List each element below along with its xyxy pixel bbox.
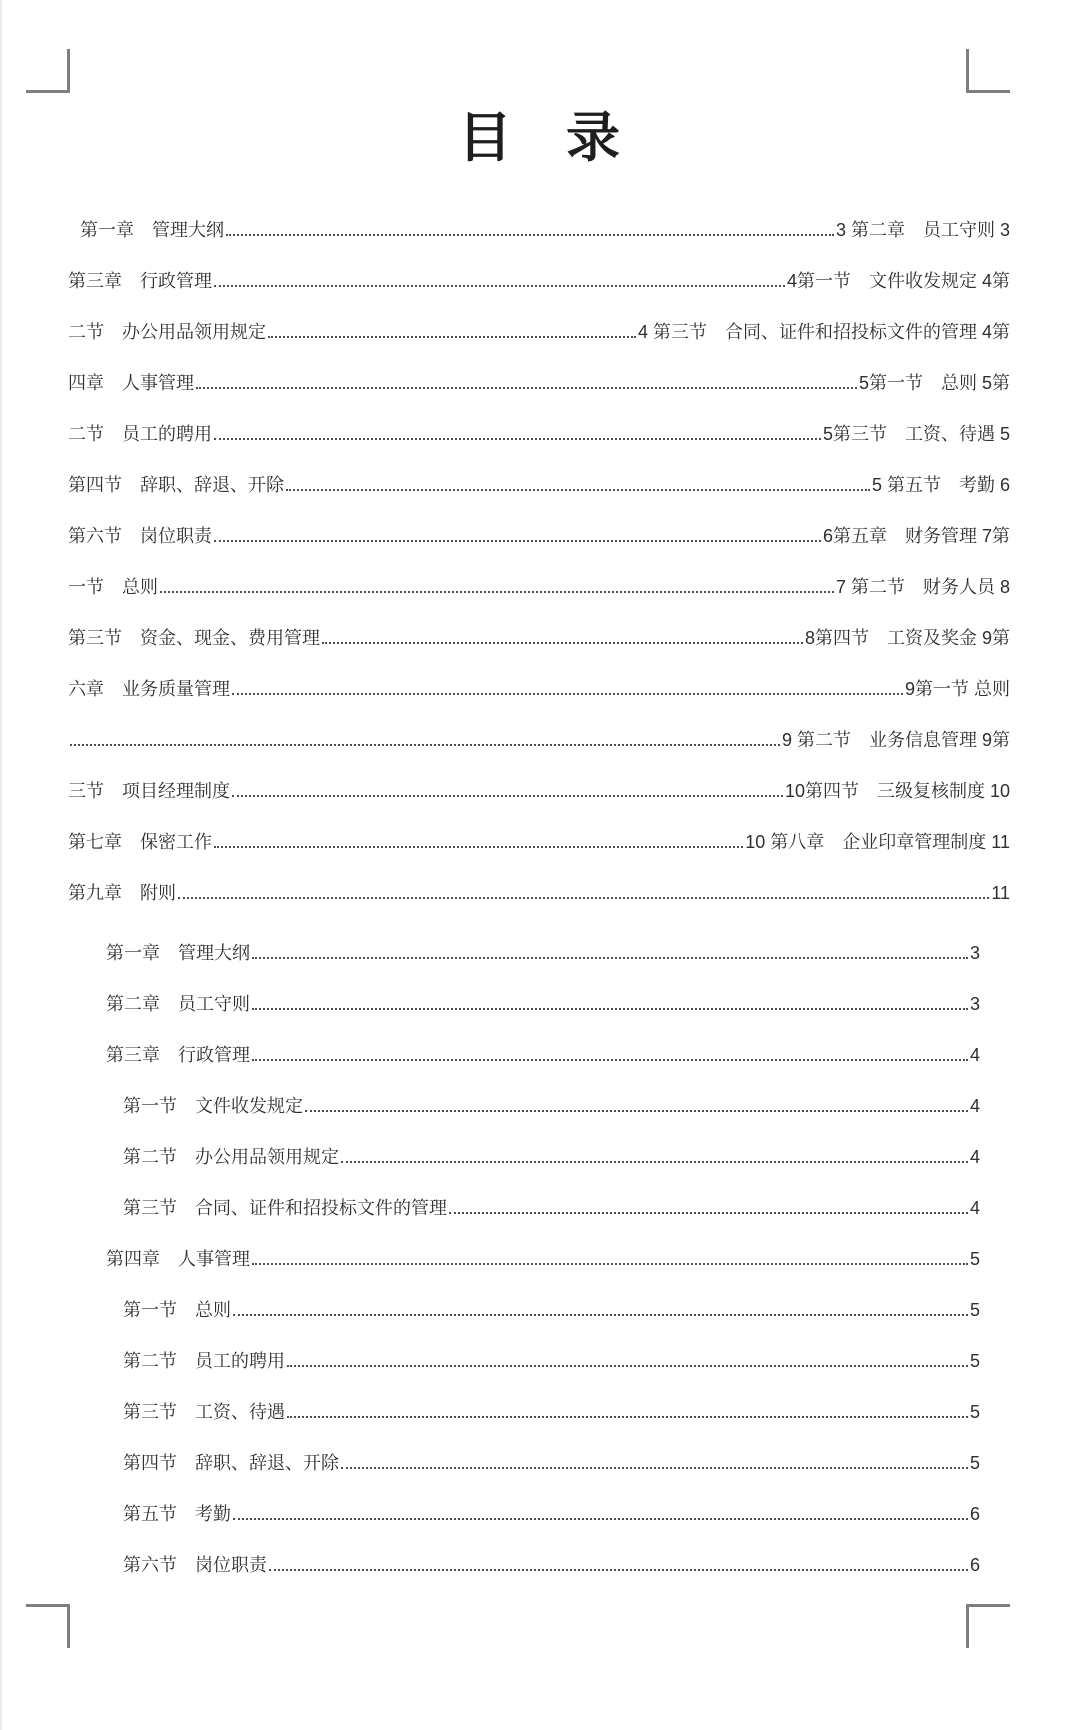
toc-entry-text: 第三章 行政管理 [106, 1045, 250, 1065]
toc-entry-page: 10第四节 三级复核制度 10 [784, 781, 1010, 801]
dot-leader [322, 642, 803, 644]
dot-leader [160, 591, 834, 593]
toc-entry-page: 9 第二节 业务信息管理 9第 [781, 730, 1010, 750]
toc-entry-page: 10 第八章 企业印章管理制度 11 [745, 832, 1010, 852]
toc-entry-text: 第六节 岗位职责 [68, 526, 212, 546]
toc-entry[interactable] [106, 1336, 980, 1387]
toc-entry-page: 9第一节 总则 [904, 679, 1010, 699]
page-title: 目 录 [458, 108, 620, 168]
toc-entry-text: 六章 业务质量管理 [68, 679, 230, 699]
toc-entry[interactable] [68, 358, 1010, 409]
dot-leader [252, 1008, 968, 1010]
toc-entry[interactable] [106, 1387, 980, 1438]
toc-entry-text: 一节 总则 [68, 577, 158, 597]
dot-leader [178, 897, 989, 899]
toc-entry[interactable] [68, 664, 1010, 715]
toc-entry-text: 第三节 资金、现金、费用管理 [68, 628, 320, 648]
toc-entry-text: 第三章 行政管理 [68, 271, 212, 291]
toc-entry-text: 四章 人事管理 [68, 373, 194, 393]
toc-entry-text: 第二节 办公用品领用规定 [123, 1147, 339, 1167]
toc-entry-page: 5 [969, 1249, 980, 1269]
dot-leader [341, 1161, 968, 1163]
toc-entry-page: 6 [969, 1555, 980, 1575]
dot-leader [196, 387, 857, 389]
toc-entry-text: 第七章 保密工作 [68, 832, 212, 852]
toc-overflow-block [68, 205, 1010, 919]
toc-entry-page: 4 [969, 1096, 980, 1116]
toc-entry-text: 二节 办公用品领用规定 [68, 322, 266, 342]
toc-entry-page: 4 [969, 1045, 980, 1065]
crop-mark-bottom-left-icon [26, 1604, 70, 1648]
toc-entry-text: 第三节 工资、待遇 [123, 1402, 285, 1422]
crop-mark-top-left-icon [26, 49, 70, 93]
toc-entry[interactable] [68, 460, 1010, 511]
toc-entry-page: 5 [969, 1351, 980, 1371]
toc-entry[interactable] [68, 409, 1010, 460]
toc-list-block [106, 928, 980, 1591]
dot-leader [449, 1212, 968, 1214]
toc-entry-text: 第四节 辞职、辞退、开除 [123, 1453, 339, 1473]
toc-entry-text: 第一章 管理大纲 [106, 943, 250, 963]
toc-entry[interactable] [106, 1081, 980, 1132]
toc-entry[interactable] [106, 1489, 980, 1540]
toc-entry[interactable] [106, 979, 980, 1030]
toc-entry-page: 5第三节 工资、待遇 5 [822, 424, 1010, 444]
dot-leader [252, 1263, 968, 1265]
toc-entry-text: 第一节 总则 [123, 1300, 231, 1320]
toc-entry[interactable] [106, 1132, 980, 1183]
dot-leader [268, 336, 636, 338]
toc-entry[interactable] [106, 1234, 980, 1285]
toc-entry[interactable] [106, 1438, 980, 1489]
toc-entry-text: 第一节 文件收发规定 [123, 1096, 303, 1116]
dot-leader [233, 1314, 968, 1316]
toc-entry-page: 5 [969, 1453, 980, 1473]
toc-entry-page: 4 [969, 1198, 980, 1218]
toc-entry[interactable] [68, 511, 1010, 562]
toc-entry-text: 第二章 员工守则 [106, 994, 250, 1014]
dot-leader [286, 489, 870, 491]
toc-entry-text: 第四节 辞职、辞退、开除 [68, 475, 284, 495]
toc-entry[interactable] [106, 1540, 980, 1591]
toc-entry-page: 3 [969, 994, 980, 1014]
toc-entry-page: 6第五章 财务管理 7第 [822, 526, 1010, 546]
toc-entry-page: 5 [969, 1402, 980, 1422]
toc-entry-page: 5 第五节 考勤 6 [871, 475, 1010, 495]
toc-entry-page: 3 [969, 943, 980, 963]
toc-entry[interactable] [68, 817, 1010, 868]
toc-entry[interactable] [68, 613, 1010, 664]
dot-leader [226, 234, 834, 236]
toc-entry-text: 三节 项目经理制度 [68, 781, 230, 801]
dot-leader [287, 1416, 968, 1418]
toc-entry-page: 11 [991, 883, 1010, 903]
dot-leader [252, 1059, 968, 1061]
toc-entry-page: 8第四节 工资及奖金 9第 [804, 628, 1010, 648]
dot-leader [214, 846, 743, 848]
dot-leader [287, 1365, 968, 1367]
toc-entry-page: 5 [969, 1300, 980, 1320]
dot-leader [214, 285, 785, 287]
toc-entry[interactable] [106, 928, 980, 979]
toc-entry-text: 二节 员工的聘用 [68, 424, 212, 444]
dot-leader [232, 795, 783, 797]
toc-entry[interactable] [68, 205, 1010, 256]
toc-entry-text: 第三节 合同、证件和招投标文件的管理 [123, 1198, 447, 1218]
toc-entry[interactable] [106, 1030, 980, 1081]
dot-leader [269, 1569, 968, 1571]
toc-entry[interactable] [68, 256, 1010, 307]
dot-leader [252, 957, 968, 959]
toc-entry-page: 6 [969, 1504, 980, 1524]
toc-entry[interactable] [68, 562, 1010, 613]
toc-entry-page: 5第一节 总则 5第 [858, 373, 1010, 393]
dot-leader [305, 1110, 968, 1112]
toc-entry-page: 7 第二节 财务人员 8 [835, 577, 1010, 597]
toc-entry-text: 第一章 管理大纲 [80, 220, 224, 240]
toc-entry[interactable] [68, 868, 1010, 919]
toc-entry-page: 3 第二章 员工守则 3 [835, 220, 1010, 240]
crop-mark-top-right-icon [966, 49, 1010, 93]
toc-entry-page: 4 第三节 合同、证件和招投标文件的管理 4第 [637, 322, 1010, 342]
toc-entry[interactable] [106, 1285, 980, 1336]
dot-leader [214, 540, 821, 542]
dot-leader [233, 1518, 968, 1520]
dot-leader [232, 693, 903, 695]
toc-entry-page: 4 [969, 1147, 980, 1167]
toc-entry[interactable] [106, 1183, 980, 1234]
toc-entry[interactable] [68, 307, 1010, 358]
toc-entry-text: 第四章 人事管理 [106, 1249, 250, 1269]
toc-entry-text: 第六节 岗位职责 [123, 1555, 267, 1575]
toc-entry-text: 第九章 附则 [68, 883, 176, 903]
dot-leader [341, 1467, 968, 1469]
dot-leader [70, 744, 780, 746]
dot-leader [214, 438, 821, 440]
toc-entry-page: 4第一节 文件收发规定 4第 [786, 271, 1010, 291]
toc-entry-text: 第五节 考勤 [123, 1504, 231, 1524]
crop-mark-bottom-right-icon [966, 1604, 1010, 1648]
toc-entry[interactable] [68, 766, 1010, 817]
toc-entry-text: 第二节 员工的聘用 [123, 1351, 285, 1371]
toc-entry[interactable] [68, 715, 1010, 766]
